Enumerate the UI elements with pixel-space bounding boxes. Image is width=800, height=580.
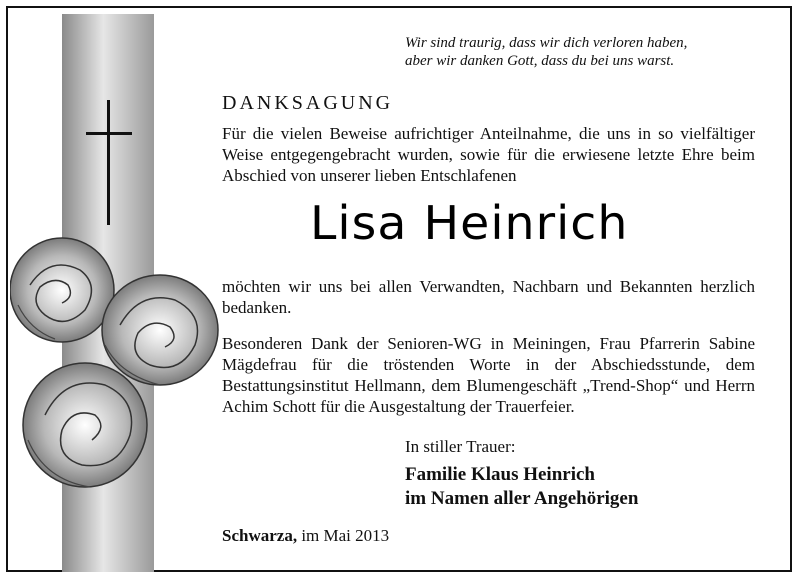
motto-line-1: Wir sind traurig, dass wir dich verloren haben, bbox=[405, 35, 688, 51]
place-town: Schwarza, bbox=[222, 526, 298, 545]
family-signature bbox=[405, 463, 638, 511]
place-date-text: im Mai 2013 bbox=[297, 526, 390, 545]
family-line-2: im Namen aller Angehörigen bbox=[405, 488, 639, 509]
intro-paragraph: Für die vielen Beweise aufrichtiger Anteilnahme, die uns in so vielfältiger Weise entgegengebracht wurden, sowie für die erwiesene letzte Ehre beim Abschied von unserer lieben Entschlafenen bbox=[222, 124, 755, 185]
heading: DANKSAGUNG bbox=[222, 92, 394, 114]
family-line-1: Familie Klaus Heinrich bbox=[405, 464, 595, 485]
place-date bbox=[222, 526, 389, 546]
mourning-label: In stiller Trauer: bbox=[405, 437, 516, 456]
thanks-paragraph: möchten wir uns bei allen Verwandten, Nachbarn und Bekannten herzlich bedanken. bbox=[222, 277, 755, 317]
deceased-name: Lisa Heinrich bbox=[310, 196, 629, 250]
roses-image bbox=[10, 235, 220, 505]
special-thanks-paragraph: Besonderen Dank der Senioren-WG in Meiningen, Frau Pfarrerin Sabine Mägdefrau für die tröstenden Worte in der Abschiedsstunde, dem Bestattungsinstitut Hellmann, dem Blumengeschäft „Trend-Shop“ und Herrn Achim Schott für die Ausgestaltung der Trauerfeier. bbox=[222, 334, 755, 416]
motto-line-2: aber wir danken Gott, dass du bei uns warst. bbox=[405, 53, 675, 69]
motto bbox=[405, 34, 765, 70]
cross-icon bbox=[80, 100, 140, 225]
